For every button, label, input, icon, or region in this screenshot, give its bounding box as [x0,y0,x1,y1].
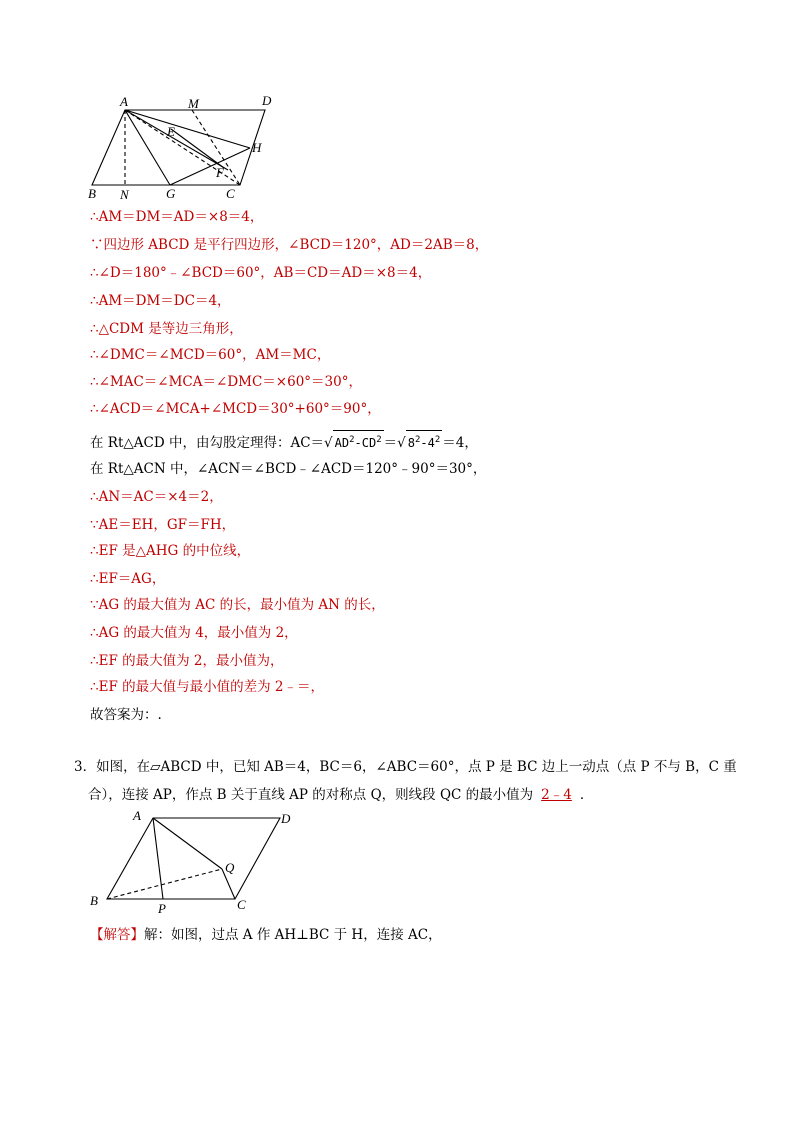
parallelogram-abcd [92,110,265,185]
label-f: F [216,165,224,180]
solution-line-10: ∴AN＝AC＝×4＝2， [90,489,223,505]
label-c2: C [237,897,246,912]
label-q2: Q [225,860,235,875]
label-d2: D [281,811,291,826]
segment-bq [107,869,222,899]
solution-line-7: ∴∠MAC＝∠MCA＝∠DMC＝×60°＝30°， [90,374,362,390]
label-e: E [167,124,175,139]
solution-3-text: 解：如图，过点 A 作 AH⊥BC 于 H，连接 AC， [144,927,442,943]
solution-line-14: ∵AG 的最大值为 AC 的长，最小值为 AN 的长， [90,597,385,613]
pythagoras-prefix: 在 Rt△ACD 中，由勾股定理得：AC＝ [90,435,325,451]
question-3-line-1: 3．如图，在▱ABCD 中，已知 AB＝4，BC＝6，∠ABC＝60°，点 P 是 BC 边上一动点（点 P 不与 B，C 重 [74,759,737,775]
label-c: C [226,186,235,201]
segment-af [125,110,228,170]
solution-line-15: ∴AG 的最大值为 4，最小值为 2， [90,625,298,641]
solution-line-17: ∴EF 的最大值与最小值的差为 2﹣＝， [90,679,324,695]
label-m: M [188,96,199,111]
pythagoras-line: 在 Rt△ACD 中，由勾股定理得：AC＝√ $AD^2-CD^2$ ＝√ $8^2-4^2 =4$， [90,430,478,452]
parallelogram-abcd-2 [107,818,280,899]
question-3-line-2: 合），连接 AP，作点 B 关于直线 AP 的对称点 Q，则线段 QC 的最小值为 2﹣4 ． [88,787,594,803]
solution-line-8: ∴∠ACD＝∠MCA+∠MCD＝30°+60°＝90°， [90,401,381,417]
solution-line-5: ∴△CDM 是等边三角形， [90,321,243,337]
solution-line-11: ∵AE＝EH，GF＝FH， [90,517,236,533]
label-a2: A [133,808,141,823]
solution-line-1: ∴AM＝DM＝AD＝×8＝4， [90,209,264,225]
solution-3 [90,926,442,944]
solution-line-3: ∴∠D＝180°﹣∠BCD＝60°，AB＝CD＝AD＝×8＝4， [90,265,432,281]
label-a: A [120,94,128,109]
label-d: D [262,93,272,108]
segment-gh [170,148,250,185]
label-p2: P [158,901,166,916]
radical-2: $8^2-4^2$ [406,430,443,452]
segment-aq [153,818,222,869]
solution-tag: 【解答】 [90,927,144,943]
solution-line-9: 在 Rt△ACN 中，∠ACN＝∠BCD﹣∠ACD＝120°﹣90°＝30°， [90,461,487,477]
solution-line-18: 故答案为：. [90,707,162,723]
answer-blank: 2﹣4 [541,787,572,803]
solution-line-2: ∵四边形 ABCD 是平行四边形，∠BCD＝120°，AD＝2AB＝8， [90,237,489,253]
parallelogram-figure-2 [85,806,305,916]
label-b: B [88,186,96,201]
solution-line-6: ∴∠DMC＝∠MCD＝60°，AM＝MC， [90,347,331,363]
solution-line-16: ∴EF 的最大值为 2，最小值为， [90,653,284,669]
label-h: H [252,140,262,155]
radical-1: $AD^2-CD^2$ [333,430,384,452]
label-n: N [120,187,129,202]
solution-line-12: ∴EF 是△AHG 的中位线， [90,543,251,559]
solution-line-4: ∴AM＝DM＝DC＝4， [90,293,231,309]
solution-line-13: ∴EF＝AG， [90,571,166,587]
label-g: G [166,186,176,201]
label-b2: B [90,893,98,908]
parallelogram-figure-1 [80,88,280,203]
